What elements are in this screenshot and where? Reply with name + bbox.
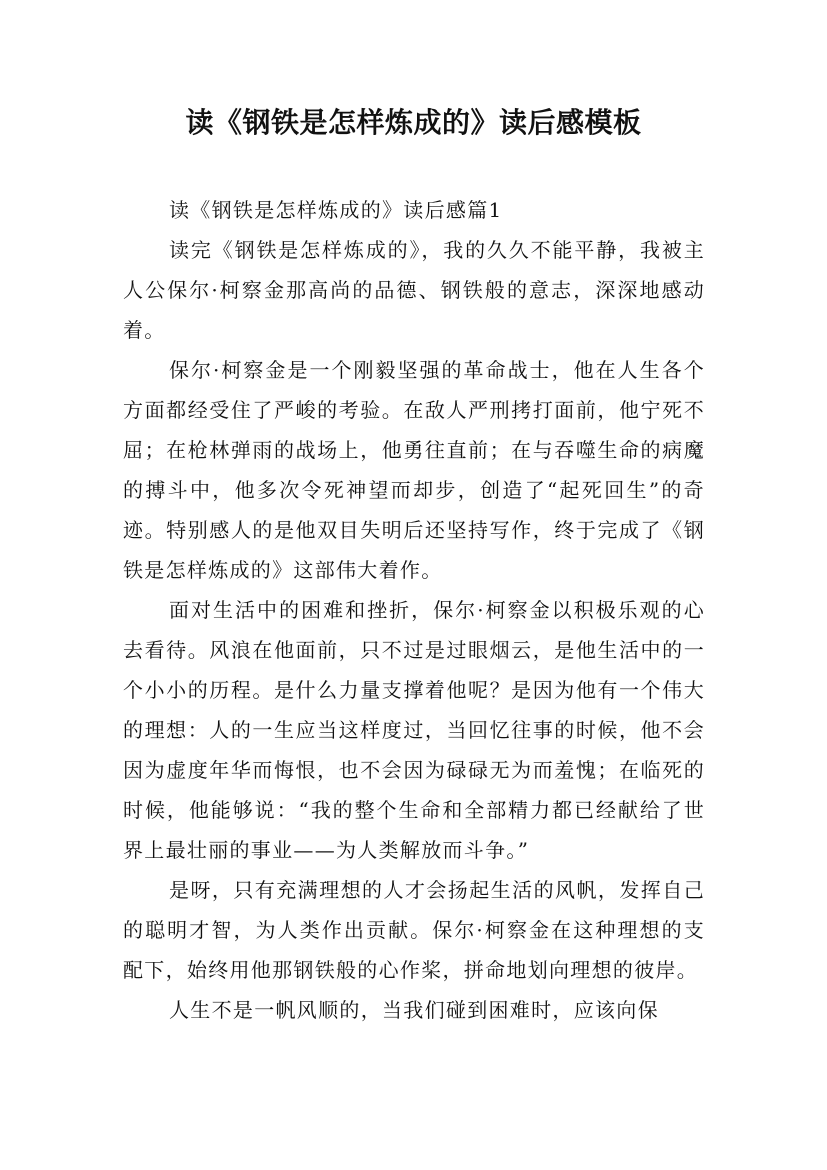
paragraph: 保尔·柯察金是一个刚毅坚强的革命战士，他在人生各个方面都经受住了严峻的考验。在敌人严刑拷打面前，他宁死不屈；在枪林弹雨的战场上，他勇往直前；在与吞噬生命的病魔的搏斗中，他多次令死神望而却步，创造了“起死回生”的奇迹。特别感人的是他双目失明后还坚持写作，终于完成了《钢铁是怎样炼成的》这部伟大着作。: [123, 358, 705, 582]
section-heading: 读《钢铁是怎样炼成的》读后感篇1: [169, 198, 503, 222]
paragraph: 面对生活中的困难和挫折，保尔·柯察金以积极乐观的心去看待。风浪在他面前，只不过是过眼烟云，是他生活中的一个小小的历程。是什么力量支撑着他呢？是因为他有一个伟大的理想：人的一生应当这样度过，当回忆往事的时候，他不会因为虚度年华而悔恨，也不会因为碌碌无为而羞愧；在临死的时候，他能够说：“我的整个生命和全部精力都已经献给了世界上最壮丽的事业——为人类解放而斗争。”: [123, 598, 705, 862]
paragraph: 人生不是一帆风顺的，当我们碰到困难时，应该向保: [169, 998, 659, 1022]
document-title: 读《钢铁是怎样炼成的》读后感模板: [185, 106, 642, 139]
document-body: [123, 190, 705, 1030]
paragraph: 读完《钢铁是怎样炼成的》，我的久久不能平静，我被主人公保尔·柯察金那高尚的品德、钢铁般的意志，深深地感动着。: [123, 238, 705, 342]
paragraph: 是呀，只有充满理想的人才会扬起生活的风帆，发挥自己的聪明才智，为人类作出贡献。保尔·柯察金在这种理想的支配下，始终用他那钢铁般的心作桨，拼命地划向理想的彼岸。: [123, 878, 705, 982]
